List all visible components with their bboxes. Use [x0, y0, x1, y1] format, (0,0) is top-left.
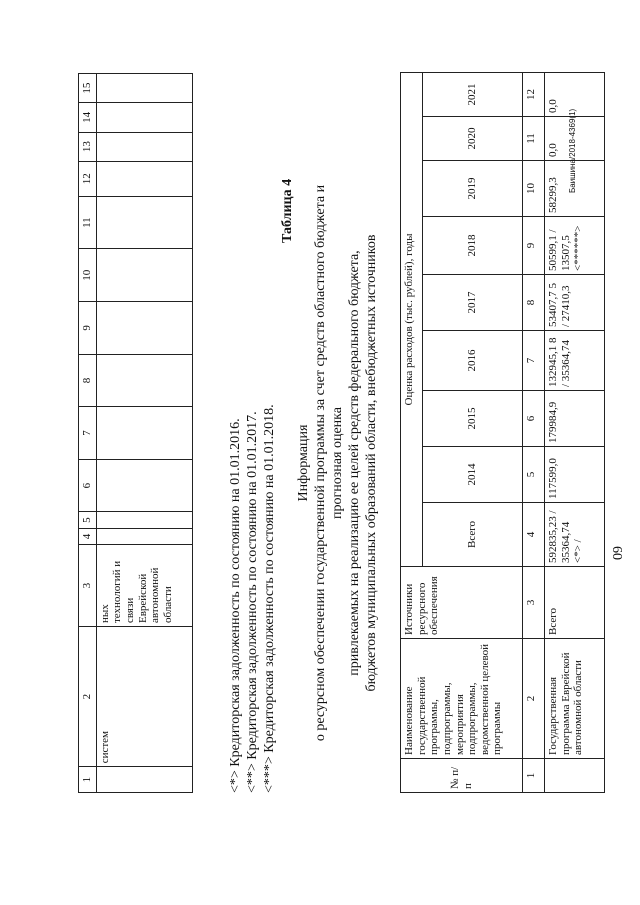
cell: [545, 758, 605, 792]
cell: 10: [523, 160, 545, 216]
cell: 3: [79, 544, 97, 626]
cell: 0,0: [545, 72, 605, 116]
cell: 179984,9: [545, 390, 605, 446]
cell: ных технологий и связи Еврейской автономной области: [96, 544, 192, 626]
cell: [96, 301, 192, 354]
cell: [96, 102, 192, 131]
cell: 50599,1 / 13507,5 <******>: [545, 216, 605, 274]
year-cell: 2019: [423, 160, 523, 216]
cell: Всего: [545, 566, 605, 638]
cell: 1: [523, 758, 545, 792]
rotated-page: [50, 53, 590, 853]
cell: 6: [523, 390, 545, 446]
cell: 0,0: [545, 116, 605, 160]
cell: [96, 248, 192, 301]
document-stamp: Баишина/2018-4369(1): [568, 108, 577, 193]
col-source: Источники ресурсного обеспечения: [401, 566, 523, 638]
cell: 5: [523, 446, 545, 502]
footnote: <**> Кредиторская задолженность по состоянию на 01.01.2017.: [245, 410, 260, 793]
cell: [96, 406, 192, 459]
cell: [96, 766, 192, 792]
cell: 11: [79, 196, 97, 249]
cell: 13: [79, 132, 97, 161]
cell: 12: [523, 72, 545, 116]
cell: 4: [523, 502, 545, 566]
table-top-header: [79, 73, 97, 792]
table-main-header: [401, 72, 423, 792]
cell: [96, 73, 192, 102]
year-cell: 2015: [423, 390, 523, 446]
cell: [96, 161, 192, 196]
title-line: бюджетов муниципальных образований области, внебюджетных источников: [364, 234, 379, 691]
cell: 1: [79, 766, 97, 792]
cell: [96, 354, 192, 407]
cell: 9: [79, 301, 97, 354]
year-cell: 2014: [423, 446, 523, 502]
cell: [96, 132, 192, 161]
table-top: [78, 73, 193, 793]
cell: 2: [79, 626, 97, 766]
cell: 5: [79, 511, 97, 527]
cell: 10: [79, 248, 97, 301]
year-cell: 2017: [423, 274, 523, 330]
col-estimate: Оценка расходов (тыс. рублей), годы: [401, 72, 423, 566]
cell: 592835,23 / 35364,74 <*> /: [545, 502, 605, 566]
page-number: 60: [609, 546, 624, 560]
year-cell: 2020: [423, 116, 523, 160]
cell: 2: [523, 638, 545, 758]
col-num: № п/п: [401, 758, 523, 792]
cell: 8: [523, 274, 545, 330]
col-name: Наименование государственной программы, подпрограммы, мероприятия подпрограммы, ведомственной целевой программы: [401, 638, 523, 758]
cell: [96, 196, 192, 249]
cell: 15: [79, 73, 97, 102]
document-title: [295, 183, 380, 743]
cell: 117599,0: [545, 446, 605, 502]
year-cell: 2018: [423, 216, 523, 274]
cell: 4: [79, 528, 97, 544]
title-line: Информация: [296, 424, 311, 501]
cell: 58299,3: [545, 160, 605, 216]
cell: [96, 459, 192, 512]
cell: 7: [79, 406, 97, 459]
cell: 3: [523, 566, 545, 638]
cell: Государственная программа Еврейской автономной области: [545, 638, 605, 758]
cell: 9: [523, 216, 545, 274]
cell: [96, 528, 192, 544]
cell: систем: [96, 626, 192, 766]
table-row: [96, 73, 192, 792]
cell: 14: [79, 102, 97, 131]
cell: 6: [79, 459, 97, 512]
cell: [96, 511, 192, 527]
cell: 11: [523, 116, 545, 160]
cell: 8: [79, 354, 97, 407]
year-cell: 2021: [423, 72, 523, 116]
cell: 12: [79, 161, 97, 196]
title-line: о ресурсном обеспечении государственной программы за счет средств областного бюджета и прогнозная оценка: [313, 184, 345, 741]
title-line: привлекаемых на реализацию ее целей средств федерального бюджета,: [347, 249, 362, 676]
year-cell: Всего: [423, 502, 523, 566]
footnote: <*> Кредиторская задолженность по состоянию на 01.01.2016.: [228, 417, 243, 793]
numbers-row: [523, 72, 545, 792]
footnote: <***> Кредиторская задолженность по состоянию на 01.01.2018.: [262, 403, 277, 793]
footnotes: [227, 293, 278, 793]
year-cell: 2016: [423, 330, 523, 390]
cell: 132945,1 8 / 35364,74: [545, 330, 605, 390]
cell: 53407,7 5 / 27410,3: [545, 274, 605, 330]
cell: 7: [523, 330, 545, 390]
table-label: Таблица 4: [280, 178, 295, 243]
